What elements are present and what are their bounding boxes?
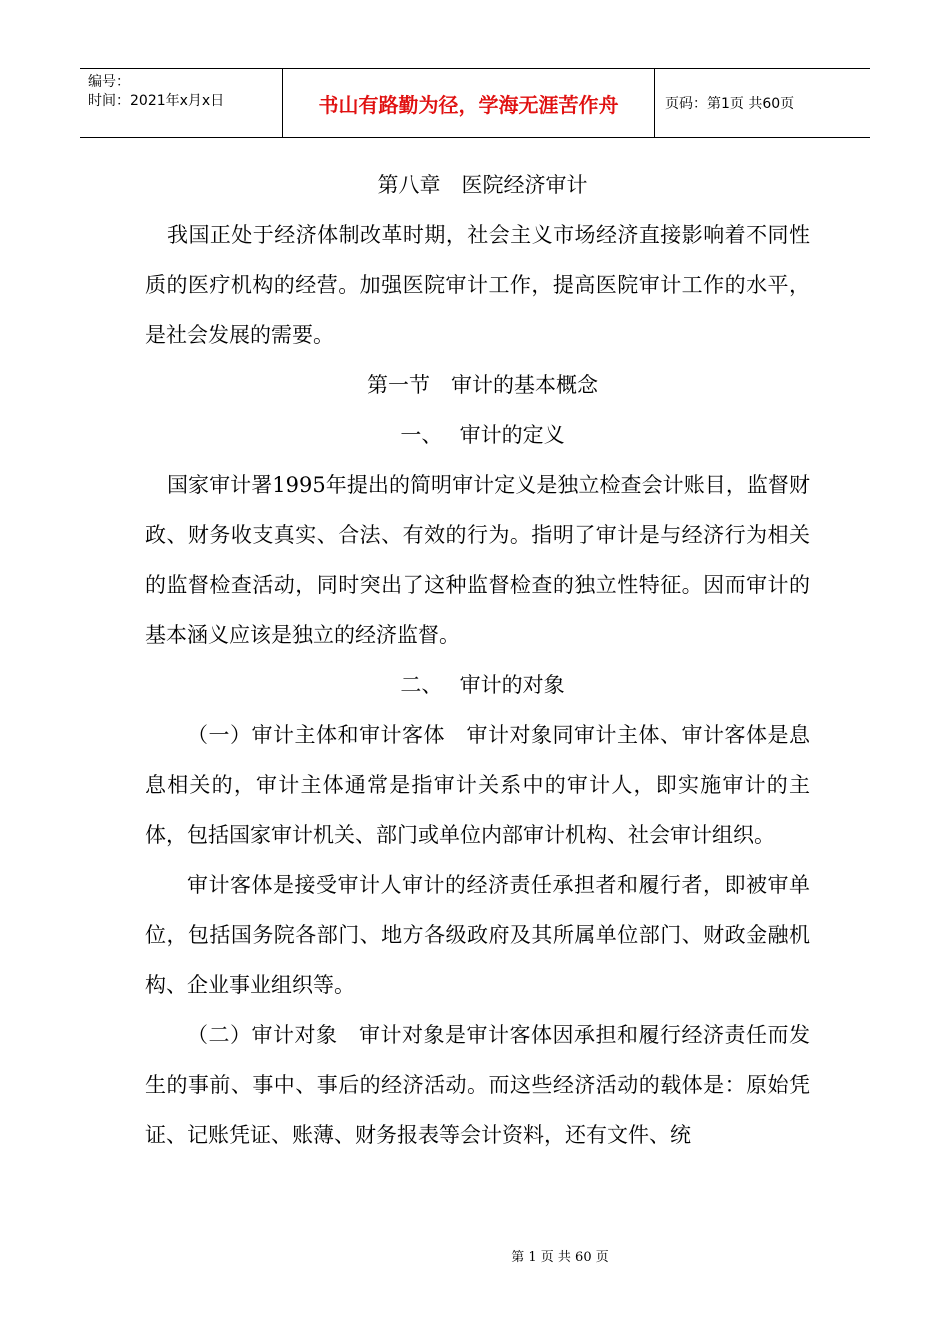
header-page-info: 页码：第1页 共60页 [665,96,795,112]
section-title: 第一节 审计的基本概念 [367,373,598,397]
definition-paragraph: 国家审计署1995年提出的简明审计定义是独立检查会计账目，监督财政、财务收支真实、合法、有效的行为。指明了审计是与经济行为相关的监督检查活动，同时突出了这种监督检查的独立性特征。因而审计的基本涵义应该是独立的经济监督。 [145,473,810,647]
number-label: 编号： [88,74,130,90]
heading-definition: 一、 审计的定义 [400,423,565,447]
chapter-title: 第八章 医院经济审计 [377,173,588,197]
document-header [80,68,870,138]
object-paragraph: （二）审计对象 审计对象是审计客体因承担和履行经济责任而发生的事前、事中、事后的经济活动。而这些经济活动的载体是：原始凭证、记账凭证、账薄、财务报表等会计资料，还有文件、统 [145,1023,810,1147]
date-line: 时间：2021年x月x日 [88,93,225,109]
page-footer: 第 1 页 共 60 页 [511,1250,609,1265]
object-party-paragraph: 审计客体是接受审计人审计的经济责任承担者和履行者，即被审单位，包括国务院各部门、地方各级政府及其所属单位部门、财政金融机构、企业事业组织等。 [145,873,810,997]
document-body [145,160,810,1160]
intro-paragraph: 我国正处于经济体制改革时期，社会主义市场经济直接影响着不同性质的医疗机构的经营。加强医院审计工作，提高医院审计工作的水平，是社会发展的需要。 [145,223,810,347]
heading-object: 二、 审计的对象 [400,673,565,697]
header-motto: 书山有路勤为径，学海无涯苦作舟 [283,69,655,137]
header-meta [80,69,283,137]
subject-paragraph: （一）审计主体和审计客体 审计对象同审计主体、审计客体是息息相关的，审计主体通常是指审计关系中的审计人，即实施审计的主体，包括国家审计机关、部门或单位内部审计机构、社会审计组织。 [145,723,810,847]
